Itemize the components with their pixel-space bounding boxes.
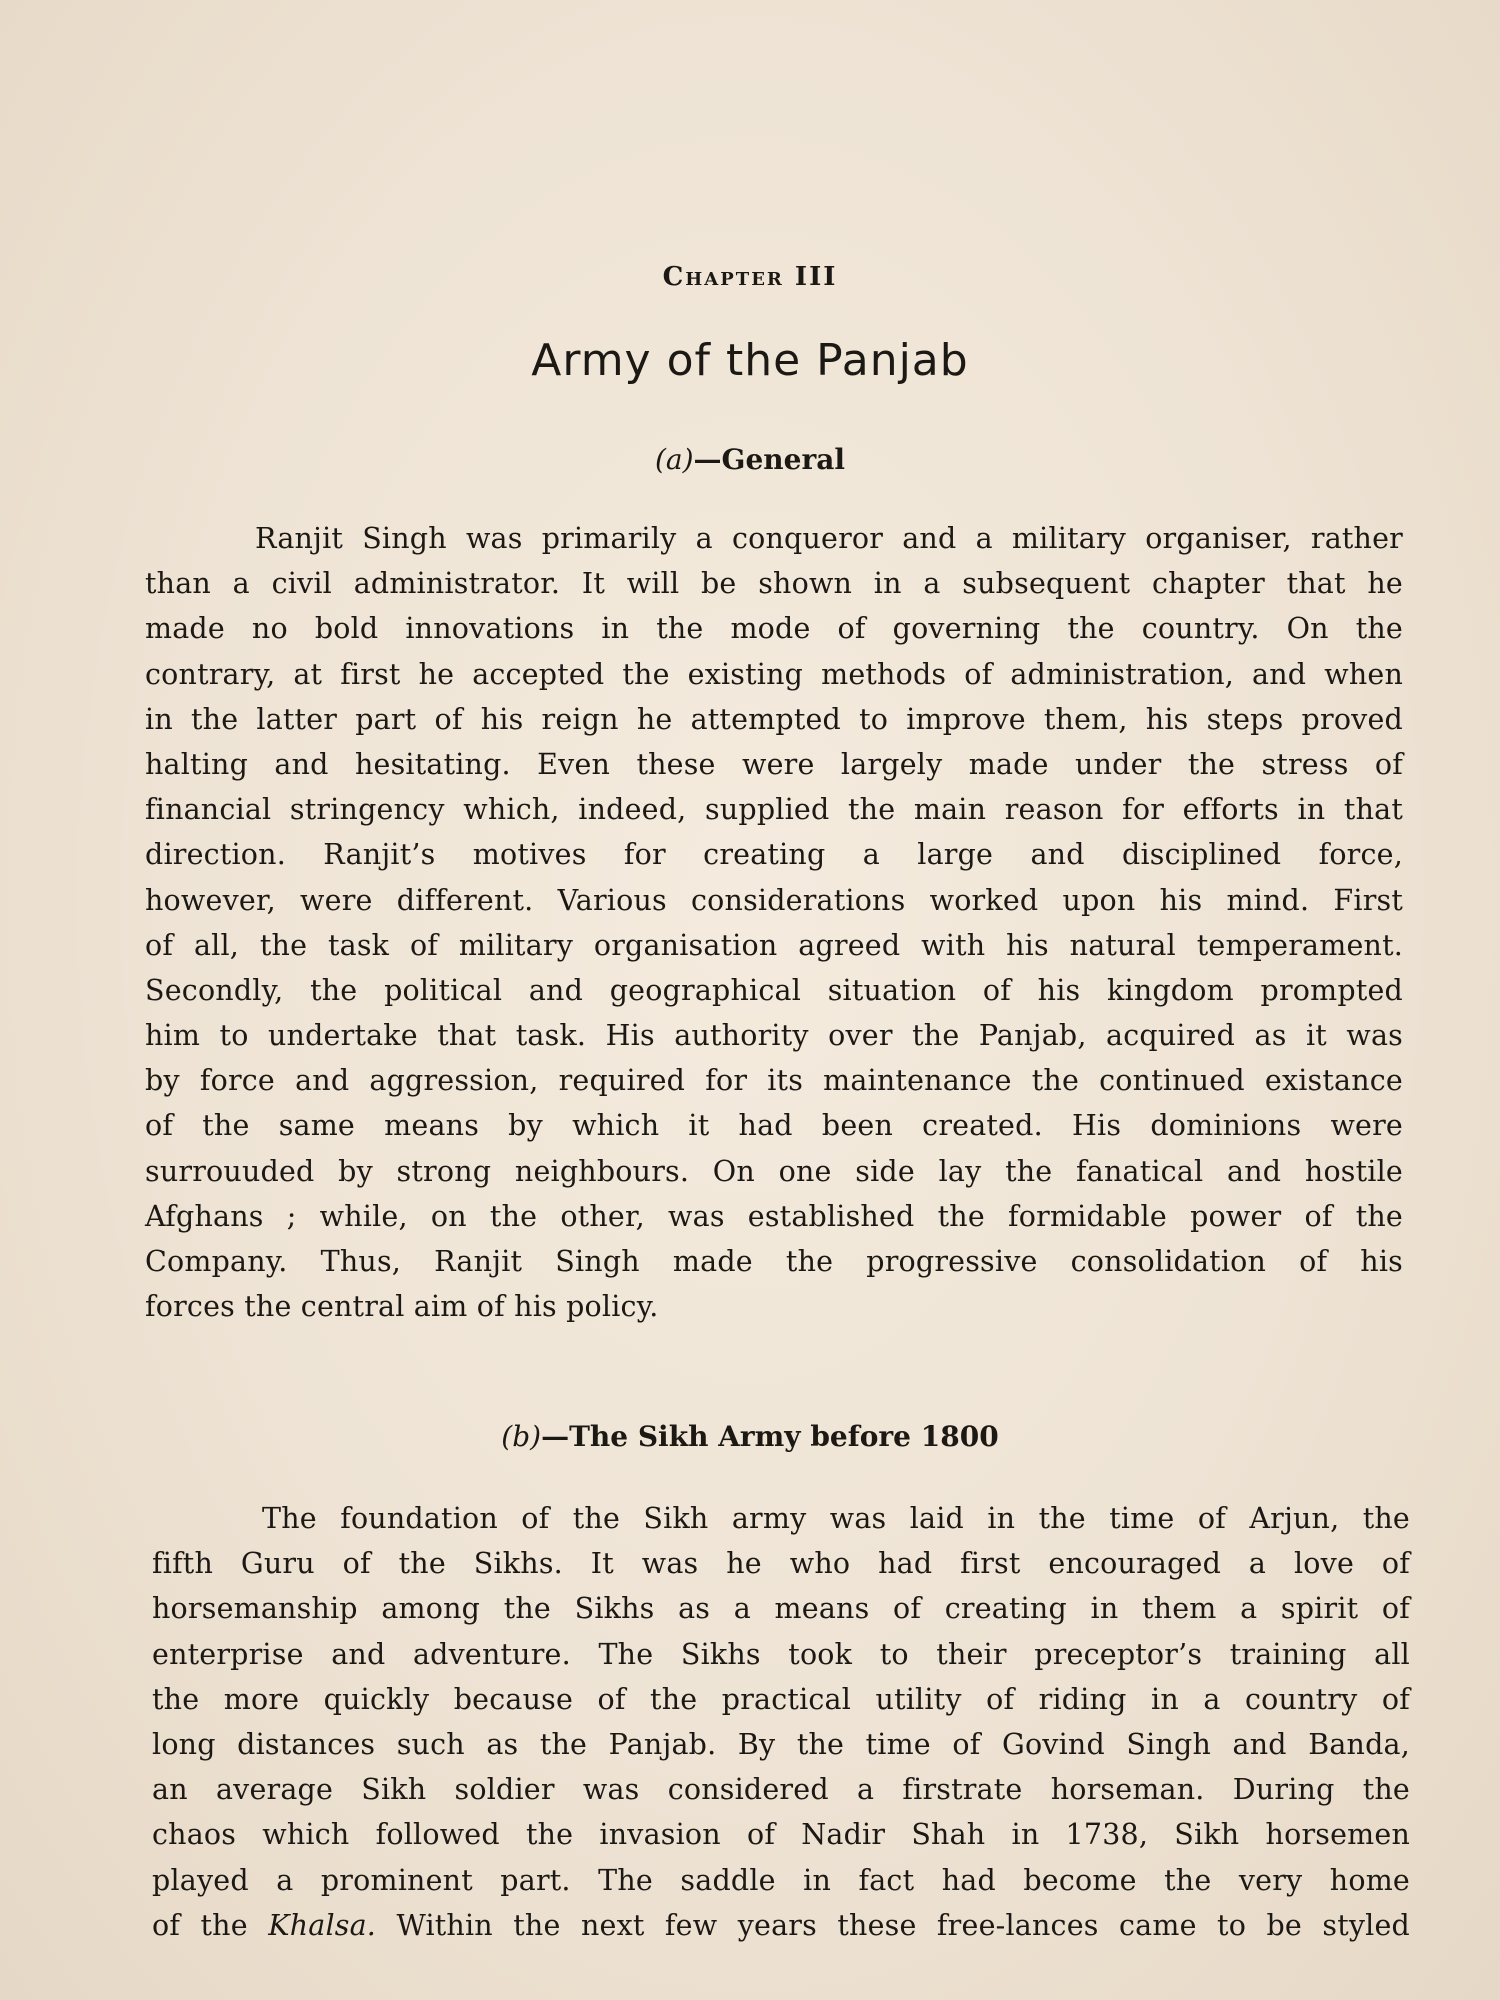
section-marker-b: (b) <box>501 1420 542 1453</box>
section-heading-a <box>0 443 1500 476</box>
text-line: in the latter part of his reign he attempted to improve them, his steps proved <box>145 702 1403 736</box>
text-line: The foundation of the Sikh army was laid in the time of Arjun, the <box>262 1502 1410 1535</box>
section-heading-b <box>0 1420 1500 1453</box>
text-line: Company. Thus, Ranjit Singh made the progressive consolidation of his <box>145 1245 1403 1278</box>
chapter-title: Army of the Panjab <box>531 335 969 386</box>
chapter-label: Chapter III <box>662 262 838 292</box>
text-fragment: Within the next few years these free-lances came to be styled <box>376 1908 1411 1942</box>
section-marker-a: (a) <box>655 443 694 476</box>
text-line: played a prominent part. The saddle in fact had become the very home <box>152 1863 1410 1897</box>
text-fragment: of the <box>152 1908 248 1942</box>
text-line: horsemanship among the Sikhs as a means of creating in them a spirit of <box>152 1592 1410 1626</box>
text-line: than a civil administrator. It will be shown in a subsequent chapter that he <box>145 567 1403 601</box>
text-line: forces the central aim of his policy. <box>145 1290 659 1324</box>
text-line: financial stringency which, indeed, supplied the main reason for efforts in that <box>145 793 1403 827</box>
text-line: of the same means by which it had been created. His dominions were <box>145 1109 1403 1143</box>
text-line: contrary, at first he accepted the existing methods of administration, and when <box>145 657 1403 691</box>
text-line: an average Sikh soldier was considered a firstrate horseman. During the <box>152 1773 1410 1807</box>
text-line: enterprise and adventure. The Sikhs took to their preceptor’s training all <box>152 1637 1410 1671</box>
text-line: fifth Guru of the Sikhs. It was he who had first encouraged a love of <box>152 1547 1410 1581</box>
paragraph-general <box>145 516 1403 1329</box>
section-title-b: —The Sikh Army before 1800 <box>541 1420 999 1453</box>
text-line: made no bold innovations in the mode of governing the country. On the <box>145 612 1403 646</box>
text-line: surrouuded by strong neighbours. On one side lay the fanatical and hostile <box>145 1154 1403 1188</box>
text-line: long distances such as the Panjab. By the time of Govind Singh and Banda, <box>152 1727 1410 1761</box>
text-line: Ranjit Singh was primarily a conqueror and a military organiser, rather <box>255 522 1403 555</box>
text-line: him to undertake that task. His authority over the Panjab, acquired as it was <box>145 1019 1403 1053</box>
text-line: by force and aggression, required for its maintenance the continued existance <box>145 1064 1403 1098</box>
text-line: the more quickly because of the practical utility of riding in a country of <box>152 1682 1410 1716</box>
text-line: halting and hesitating. Even these were largely made under the stress of <box>145 747 1403 781</box>
text-line: direction. Ranjit’s motives for creating a large and disciplined force, <box>145 838 1403 872</box>
text-line: however, were different. Various considerations worked upon his mind. First <box>145 883 1403 917</box>
text-line: Afghans ; while, on the other, was established the formidable power of the <box>145 1199 1403 1233</box>
text-line: Secondly, the political and geographical situation of his kingdom prompted <box>145 973 1403 1007</box>
section-title-a: —General <box>693 443 845 476</box>
text-line: of all, the task of military organisation agreed with his natural temperament. <box>145 928 1403 962</box>
italic-term: Khalsa. <box>268 1908 377 1942</box>
paragraph-sikh-army <box>152 1496 1410 1948</box>
text-line: chaos which followed the invasion of Nadir Shah in 1738, Sikh horsemen <box>152 1818 1410 1852</box>
text-line-final <box>152 1903 1410 1948</box>
